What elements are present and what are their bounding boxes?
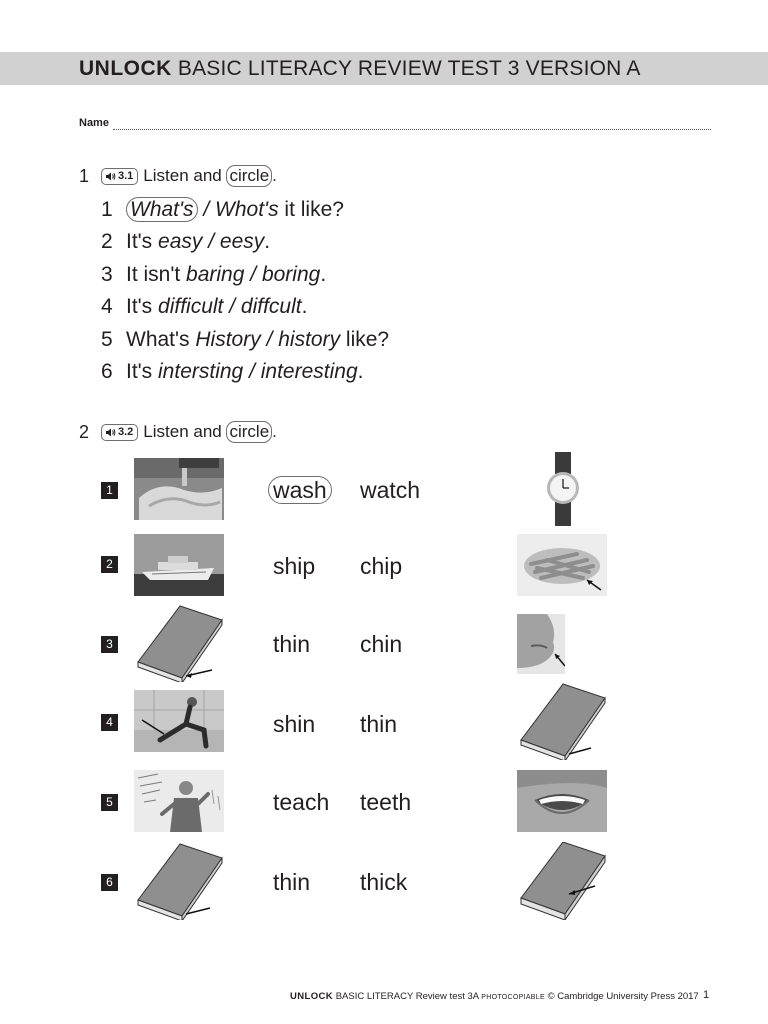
cruise-ship-photo-icon	[134, 534, 224, 596]
table-row	[101, 534, 621, 598]
option-a[interactable]: baring	[186, 262, 245, 286]
table-row	[101, 770, 621, 834]
audio-track-number: 3.2	[118, 425, 134, 438]
table-row	[101, 604, 621, 684]
page-number: 1	[703, 989, 710, 1001]
washing-hands-photo-icon	[134, 458, 224, 520]
word-option-a[interactable]: teach	[273, 789, 330, 815]
speaker-icon	[106, 428, 116, 437]
word-option-a[interactable]: wash	[273, 475, 332, 505]
word-option-a[interactable]: shin	[273, 711, 316, 737]
table-row	[101, 842, 621, 922]
row-number: 1	[101, 482, 118, 499]
question-number: 2	[79, 421, 90, 442]
instruction-circle-word: circle	[226, 421, 272, 443]
list-item: 2 It's easy / eesy.	[101, 230, 271, 254]
row-number: 4	[101, 714, 118, 731]
option-b[interactable]: diffcult	[240, 295, 302, 319]
option-b[interactable]: interesting	[260, 359, 358, 383]
teacher-photo-icon	[134, 770, 224, 832]
list-item: 3 It isn't baring / boring.	[101, 262, 327, 286]
audio-track-badge[interactable]	[101, 168, 138, 185]
list-item: 5 What's History / history like?	[101, 327, 390, 351]
option-a[interactable]: History	[195, 327, 261, 351]
word-option-b[interactable]: chip	[360, 553, 403, 579]
photocopiable-label: PHOTOCOPIABLE	[481, 994, 545, 1001]
audio-track-badge[interactable]	[101, 424, 138, 441]
footer-brand: UNLOCK	[290, 991, 334, 1002]
word-option-b[interactable]: thick	[360, 869, 408, 895]
page-title	[79, 55, 641, 83]
chin-photo-icon	[517, 614, 565, 674]
chips-photo-icon	[517, 534, 607, 596]
thin-book-photo-icon	[134, 842, 224, 920]
brand-logo: UNLOCK	[79, 57, 172, 80]
option-b[interactable]: history	[278, 327, 341, 351]
option-b[interactable]: boring	[261, 262, 321, 286]
option-a[interactable]: difficult	[158, 295, 224, 319]
word-option-a[interactable]: thin	[273, 631, 311, 657]
audio-track-number: 3.1	[118, 169, 134, 182]
instruction-text: Listen and	[143, 422, 227, 441]
word-option-a[interactable]: ship	[273, 553, 316, 579]
question-1-header	[79, 165, 277, 187]
word-option-a[interactable]: thin	[273, 869, 311, 895]
option-a[interactable]: easy	[158, 230, 203, 254]
word-option-b[interactable]: watch	[360, 477, 421, 503]
row-number: 3	[101, 636, 118, 653]
page-footer	[0, 988, 768, 1006]
name-row	[79, 114, 711, 130]
wristwatch-photo-icon	[517, 452, 607, 526]
option-b[interactable]: Whot's	[215, 198, 279, 221]
option-a[interactable]: What's	[126, 197, 198, 222]
option-b[interactable]: eesy	[219, 230, 265, 254]
thin-book-photo-icon	[517, 682, 607, 760]
table-row	[101, 690, 621, 754]
question-2-header	[79, 421, 277, 443]
instruction-end: .	[272, 422, 277, 441]
footer-text: UNLOCK BASIC LITERACY Review test 3A PHOTOCOPIABLE © Cambridge University Press 2017	[290, 991, 699, 1002]
table-row	[101, 458, 621, 522]
word-option-b[interactable]: teeth	[360, 789, 412, 815]
option-a[interactable]: intersting	[158, 359, 244, 383]
copyright-text: © Cambridge University Press 2017	[547, 991, 699, 1002]
shin-stretch-photo-icon	[134, 690, 224, 752]
instruction-end: .	[272, 166, 277, 185]
question-1-items	[101, 194, 521, 388]
word-option-b[interactable]: thin	[360, 711, 398, 737]
instruction-circle-word: circle	[226, 165, 272, 187]
thin-book-photo-icon	[134, 604, 224, 682]
thick-book-photo-icon	[517, 842, 607, 920]
instruction-text: Listen and	[143, 166, 227, 185]
name-label: Name	[79, 117, 109, 129]
word-option-b[interactable]: chin	[360, 631, 403, 657]
name-input-line[interactable]	[113, 118, 711, 130]
list-item: 6 It's intersting / interesting.	[101, 359, 364, 383]
list-item: 4 It's difficult / diffcult.	[101, 295, 308, 319]
row-number: 6	[101, 874, 118, 891]
question-number: 1	[79, 165, 90, 186]
teeth-smile-photo-icon	[517, 770, 607, 832]
speaker-icon	[106, 172, 116, 181]
row-number: 2	[101, 556, 118, 573]
list-item: 1 What's / Whot's it like?	[101, 198, 344, 221]
title-text: BASIC LITERACY REVIEW TEST 3 VERSION A	[177, 57, 641, 80]
row-number: 5	[101, 794, 118, 811]
